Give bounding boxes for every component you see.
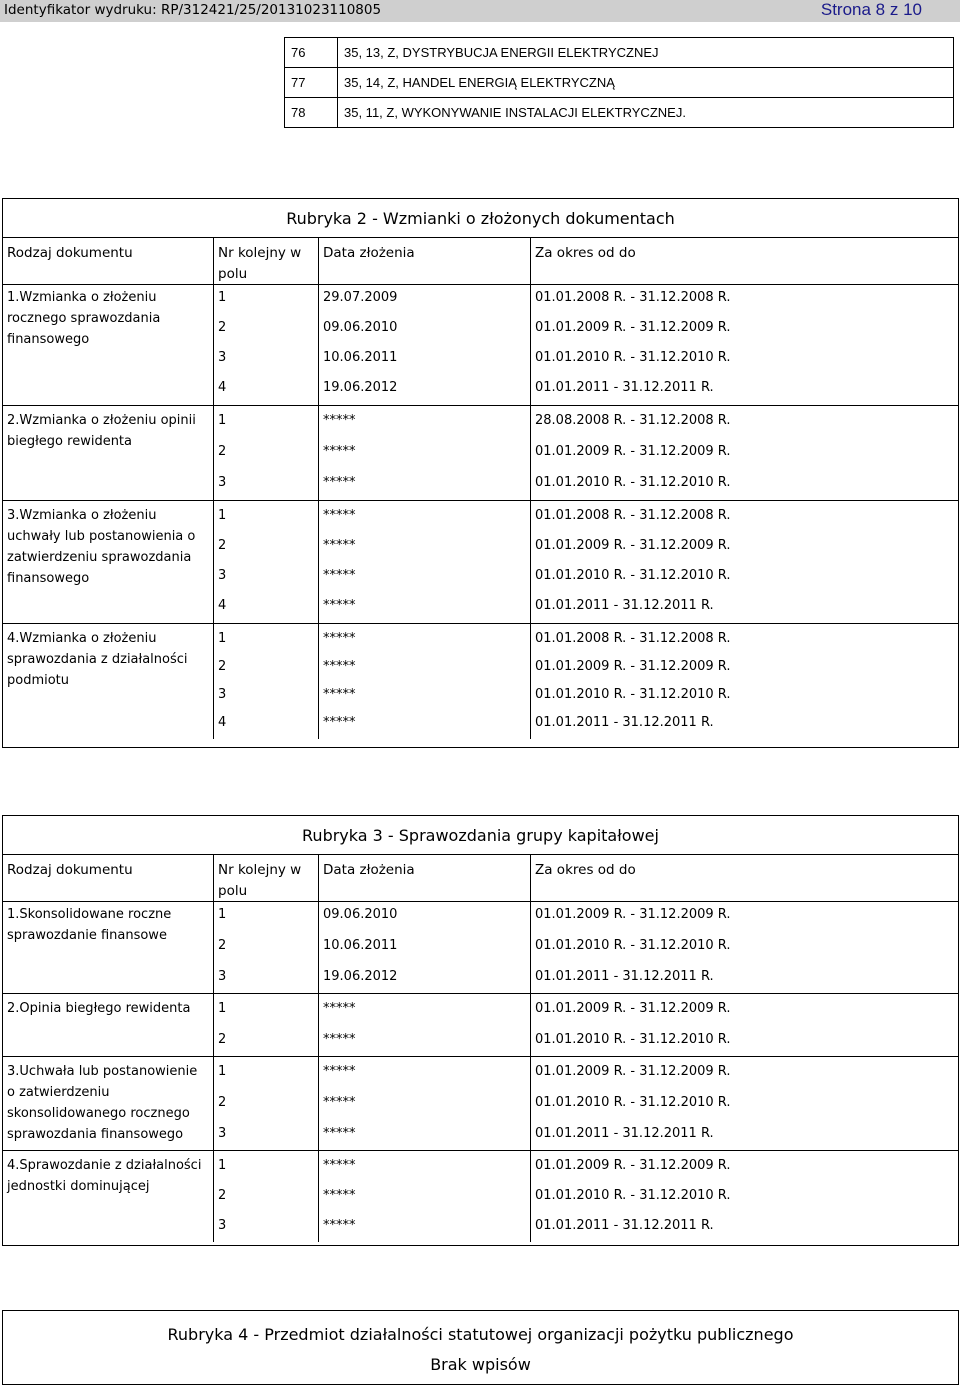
entry-number: 3 bbox=[218, 475, 227, 490]
column-cell bbox=[214, 624, 319, 739]
activity-text: 35, 14, Z, HANDEL ENERGIĄ ELEKTRYCZNĄ bbox=[338, 68, 954, 98]
filing-date: ***** bbox=[323, 1001, 356, 1016]
activity-text: 35, 11, Z, WYKONYWANIE INSTALACJI ELEKTRYCZNEJ. bbox=[338, 98, 954, 128]
document-type-cell bbox=[3, 406, 214, 500]
document-type-cell bbox=[3, 1151, 214, 1242]
period-range: 01.01.2011 - 31.12.2011 R. bbox=[535, 1218, 714, 1233]
column-cell bbox=[214, 406, 319, 500]
entry-number: 2 bbox=[218, 1188, 227, 1203]
entry-number: 1 bbox=[218, 508, 227, 523]
period-range: 01.01.2011 - 31.12.2011 R. bbox=[535, 598, 714, 613]
period-range: 01.01.2008 R. - 31.12.2008 R. bbox=[535, 290, 731, 305]
entry-number: 3 bbox=[218, 1218, 227, 1233]
filing-date: 10.06.2011 bbox=[323, 938, 398, 953]
header-cell bbox=[531, 855, 958, 901]
activities-table bbox=[284, 37, 954, 128]
filing-date: 10.06.2011 bbox=[323, 350, 398, 365]
entry-number: 1 bbox=[218, 1158, 227, 1173]
entry-number: 3 bbox=[218, 969, 227, 984]
period-range: 01.01.2010 R. - 31.12.2010 R. bbox=[535, 1032, 731, 1047]
entry-number: 4 bbox=[218, 380, 227, 395]
entry-number: 1 bbox=[218, 631, 227, 646]
document-type-cell bbox=[3, 501, 214, 623]
period-range: 01.01.2010 R. - 31.12.2010 R. bbox=[535, 1095, 731, 1110]
table-row bbox=[3, 501, 958, 624]
table-row bbox=[285, 68, 954, 98]
period-range: 01.01.2011 - 31.12.2011 R. bbox=[535, 715, 714, 730]
document-type-cell bbox=[3, 1057, 214, 1150]
entry-number: 2 bbox=[218, 1032, 227, 1047]
filing-date: 19.06.2012 bbox=[323, 380, 398, 395]
period-range: 01.01.2011 - 31.12.2011 R. bbox=[535, 380, 714, 395]
entry-number: 1 bbox=[218, 1064, 227, 1079]
period-range: 01.01.2009 R. - 31.12.2009 R. bbox=[535, 538, 731, 553]
filing-date: ***** bbox=[323, 1095, 356, 1110]
filing-date: 19.06.2012 bbox=[323, 969, 398, 984]
period-range: 01.01.2009 R. - 31.12.2009 R. bbox=[535, 907, 731, 922]
period-range: 01.01.2009 R. - 31.12.2009 R. bbox=[535, 444, 731, 459]
column-header: Data złożenia bbox=[323, 862, 415, 878]
period-range: 01.01.2010 R. - 31.12.2010 R. bbox=[535, 1188, 731, 1203]
section-title: Rubryka 4 - Przedmiot działalności statutowej organizacji pożytku publicznego bbox=[167, 1325, 794, 1344]
document-type: 1.Wzmianka o złożeniu rocznego sprawozdania finansowego bbox=[7, 290, 161, 347]
filing-date: ***** bbox=[323, 444, 356, 459]
header-cell bbox=[3, 855, 214, 901]
section-title: Rubryka 3 - Sprawozdania grupy kapitałowej bbox=[302, 826, 659, 845]
period-range: 01.01.2010 R. - 31.12.2010 R. bbox=[535, 568, 731, 583]
period-range: 01.01.2010 R. - 31.12.2010 R. bbox=[535, 687, 731, 702]
rubryka-3-section bbox=[2, 815, 959, 1246]
column-cell bbox=[214, 994, 319, 1056]
column-header: Nr kolejny w polu bbox=[218, 862, 302, 899]
period-range: 01.01.2009 R. - 31.12.2009 R. bbox=[535, 1158, 731, 1173]
entry-number: 2 bbox=[218, 1095, 227, 1110]
filing-date: ***** bbox=[323, 598, 356, 613]
column-cell bbox=[214, 900, 319, 993]
column-cell bbox=[214, 501, 319, 623]
period-range: 01.01.2009 R. - 31.12.2009 R. bbox=[535, 1064, 731, 1079]
header-cell bbox=[214, 238, 319, 284]
empty-entries-text: Brak wpisów bbox=[430, 1355, 531, 1374]
document-type: 3.Wzmianka o złożeniu uchwały lub postanowienia o zatwierdzeniu sprawozdania finansowego bbox=[7, 508, 196, 586]
entry-number: 2 bbox=[218, 659, 227, 674]
entry-number: 3 bbox=[218, 568, 227, 583]
period-range: 01.01.2011 - 31.12.2011 R. bbox=[535, 1126, 714, 1141]
period-range: 01.01.2009 R. - 31.12.2009 R. bbox=[535, 320, 731, 335]
rubryka-2-section bbox=[2, 198, 959, 748]
activity-text: 35, 13, Z, DYSTRYBUCJA ENERGII ELEKTRYCZNEJ bbox=[338, 38, 954, 68]
header-cell bbox=[3, 238, 214, 284]
entry-number: 3 bbox=[218, 687, 227, 702]
entry-number: 3 bbox=[218, 1126, 227, 1141]
document-type: 2.Opinia biegłego rewidenta bbox=[7, 1001, 191, 1016]
document-type-cell bbox=[3, 283, 214, 405]
document-type-cell bbox=[3, 994, 214, 1056]
activity-number: 77 bbox=[285, 68, 338, 98]
filing-date: ***** bbox=[323, 1218, 356, 1233]
entry-number: 2 bbox=[218, 538, 227, 553]
period-range: 01.01.2008 R. - 31.12.2008 R. bbox=[535, 631, 731, 646]
table-row bbox=[3, 406, 958, 501]
table-row bbox=[3, 1057, 958, 1151]
document-type: 1.Skonsolidowane roczne sprawozdanie finansowe bbox=[7, 907, 172, 943]
period-range: 01.01.2011 - 31.12.2011 R. bbox=[535, 969, 714, 984]
activity-number: 78 bbox=[285, 98, 338, 128]
header-cell bbox=[319, 238, 531, 284]
table-row bbox=[285, 38, 954, 68]
filing-date: ***** bbox=[323, 538, 356, 553]
activity-number: 76 bbox=[285, 38, 338, 68]
table-row bbox=[3, 1151, 958, 1242]
filing-date: 09.06.2010 bbox=[323, 907, 398, 922]
page-number: Strona 8 z 10 bbox=[820, 0, 922, 19]
document-type: 2.Wzmianka o złożeniu opinii biegłego rewidenta bbox=[7, 413, 196, 449]
table-row bbox=[3, 994, 958, 1057]
header-cell bbox=[214, 855, 319, 901]
filing-date: ***** bbox=[323, 1064, 356, 1079]
period-range: 01.01.2010 R. - 31.12.2010 R. bbox=[535, 938, 731, 953]
column-header: Za okres od do bbox=[535, 862, 636, 878]
filing-date: ***** bbox=[323, 413, 356, 428]
table-row bbox=[3, 624, 958, 739]
filing-date: ***** bbox=[323, 715, 356, 730]
filing-date: ***** bbox=[323, 475, 356, 490]
table-row bbox=[285, 98, 954, 128]
column-header: Rodzaj dokumentu bbox=[7, 862, 133, 878]
entry-number: 2 bbox=[218, 444, 227, 459]
filing-date: ***** bbox=[323, 687, 356, 702]
document-type-cell bbox=[3, 900, 214, 993]
column-cell bbox=[214, 283, 319, 405]
column-header: Nr kolejny w polu bbox=[218, 245, 302, 282]
column-cell bbox=[214, 1057, 319, 1150]
document-type: 3.Uchwała lub postanowienie o zatwierdzeniu skonsolidowanego rocznego sprawozdania finansowego bbox=[7, 1064, 198, 1142]
entry-number: 4 bbox=[218, 715, 227, 730]
print-header-bar bbox=[0, 0, 960, 22]
header-cell bbox=[531, 238, 958, 284]
table-row bbox=[3, 283, 958, 406]
rubryka-4-section bbox=[2, 1310, 959, 1385]
filing-date: ***** bbox=[323, 659, 356, 674]
document-type: 4.Sprawozdanie z działalności jednostki dominującej bbox=[7, 1158, 202, 1194]
filing-date: ***** bbox=[323, 568, 356, 583]
document-type: 4.Wzmianka o złożeniu sprawozdania z działalności podmiotu bbox=[7, 631, 188, 688]
column-header: Data złożenia bbox=[323, 245, 415, 261]
entry-number: 1 bbox=[218, 1001, 227, 1016]
column-header: Rodzaj dokumentu bbox=[7, 245, 133, 261]
filing-date: ***** bbox=[323, 1188, 356, 1203]
table-header bbox=[3, 854, 958, 902]
filing-date: ***** bbox=[323, 631, 356, 646]
section-title: Rubryka 2 - Wzmianki o złożonych dokumentach bbox=[286, 209, 675, 228]
entry-number: 2 bbox=[218, 320, 227, 335]
filing-date: 29.07.2009 bbox=[323, 290, 398, 305]
document-type-cell bbox=[3, 624, 214, 739]
table-row bbox=[3, 900, 958, 994]
filing-date: 09.06.2010 bbox=[323, 320, 398, 335]
column-header: Za okres od do bbox=[535, 245, 636, 261]
filing-date: ***** bbox=[323, 508, 356, 523]
filing-date: ***** bbox=[323, 1126, 356, 1141]
period-range: 01.01.2009 R. - 31.12.2009 R. bbox=[535, 659, 731, 674]
filing-date: ***** bbox=[323, 1158, 356, 1173]
period-range: 01.01.2008 R. - 31.12.2008 R. bbox=[535, 508, 731, 523]
table-header bbox=[3, 237, 958, 285]
period-range: 01.01.2009 R. - 31.12.2009 R. bbox=[535, 1001, 731, 1016]
header-cell bbox=[319, 855, 531, 901]
period-range: 28.08.2008 R. - 31.12.2008 R. bbox=[535, 413, 731, 428]
period-range: 01.01.2010 R. - 31.12.2010 R. bbox=[535, 350, 731, 365]
entry-number: 1 bbox=[218, 413, 227, 428]
entry-number: 1 bbox=[218, 907, 227, 922]
period-range: 01.01.2010 R. - 31.12.2010 R. bbox=[535, 475, 731, 490]
entry-number: 4 bbox=[218, 598, 227, 613]
entry-number: 2 bbox=[218, 938, 227, 953]
column-cell bbox=[214, 1151, 319, 1242]
entry-number: 1 bbox=[218, 290, 227, 305]
entry-number: 3 bbox=[218, 350, 227, 365]
print-identifier: Identyfikator wydruku: RP/312421/25/20131023110805 bbox=[4, 2, 382, 18]
filing-date: ***** bbox=[323, 1032, 356, 1047]
